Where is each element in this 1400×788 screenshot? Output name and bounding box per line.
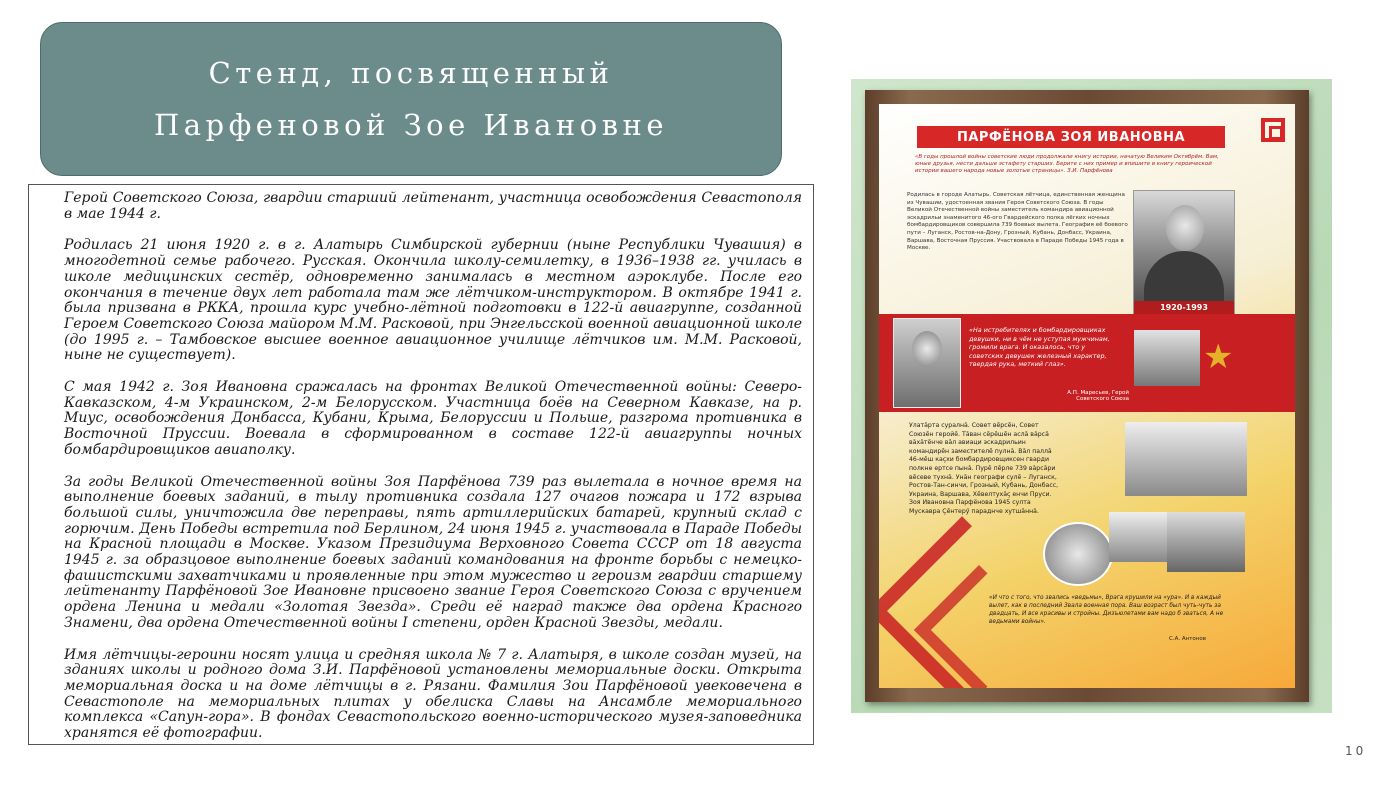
poster-bio: Родилась в городе Алатырь. Советская лётчица, единственная женщина из Чувашии, удостоенная звания Героя Советского Союза. В годы Великой Отечественной войны заместитель командира авиационной эскадрильи знаменитого 46-ого Гвардейского полка лёгких ночных бомбардировщиков совершила 739 боевых вылета. География её боевого пути – Луганск, Ростов-на-Дону, Грозный, Кубань, Донбасс, Украина, Варшава, Восточная Пруссия. Участвовала в Параде Победы 1945 года в Москве. (907, 192, 1128, 252)
band-quote-author: А.П. Маресьев, Герой Советского Союза (1067, 390, 1129, 402)
round-portrait-photo (1043, 522, 1113, 586)
ornament-icon (1261, 118, 1285, 142)
stand-frame (865, 90, 1309, 702)
poster-bottom-author: С.А. Антонов (1169, 636, 1206, 642)
aircraft-photo (1109, 512, 1169, 562)
slide-title-box (40, 22, 782, 176)
page-number: 10 (1345, 744, 1367, 758)
portrait-face (1166, 205, 1204, 251)
biography-paragraph-3: С мая 1942 г. Зоя Ивановна сражалась на фронтах Великой Отечественной войны: Северо-Кавказском, 4-м Украинском, 2-м Белорусском. Участница боёв на Северном Кавказе, на р. Миус, освобождения Донбасса, Кубани, Крыма, Белоруссии и Польше, разгрома противника в Восточной Пруссии. Воевала в сформированном в составе 122-й авиагруппы ночных бомбардировщиков авиаполку. (64, 379, 802, 458)
gold-star-icon: ★ (1203, 337, 1234, 377)
band-quote: «На истребителях и бомбардировщиках девушки, ни в чём не уступая мужчинам, громили врага. И оказалось, что у советских девушек железный характер, твердая рука, меткий глаз». (969, 326, 1110, 369)
biography-text-box (28, 184, 814, 745)
stand-poster (879, 104, 1295, 688)
poster-quote-author: З.И. Парфёнова (1067, 168, 1113, 174)
poster-quote-text: «В годы прошлой войны советские люди продолжали книгу истории, начатую Великим Октябрём. Вам, юные друзья, нести дальше эстафету старших. Берите с них пример и впишите в книгу героической истории вашего народа новые золотые страницы». (915, 154, 1219, 174)
biography-paragraph-1: Герой Советского Союза, гвардии старший лейтенант, участница освобождения Севастополя в мае 1944 г. (64, 190, 802, 222)
stand-photo (851, 79, 1332, 713)
pilots-photo (1167, 512, 1245, 572)
poster-title: ПАРФЁНОВА ЗОЯ ИВАНОВНА (917, 126, 1225, 148)
portrait-dates: 1920-1993 (1134, 301, 1234, 315)
hero-portrait (1133, 190, 1235, 316)
slide-title-line-2: Парфеновой Зое Ивановне (153, 108, 669, 142)
group-photo (1134, 330, 1200, 386)
biography-paragraph-5: Имя лётчицы-героини носят улица и средняя школа № 7 г. Алатыря, в школе создан музей, на зданиях школы и родного дома З.И. Парфёновой установлены мемориальные доски. Открыта мемориальная доска и на доме лётчицы в г. Рязани. Фамилия Зои Парфёновой увековечена в Севастополе на мемориальных плитах у обелиска Славы на Ансамбле мемориального комплекса «Сапун-гора». В фондах Севастопольского военно-исторического музея-заповедника хранятся её фотографии. (64, 646, 802, 742)
regiment-photo (1125, 422, 1247, 496)
slide-title-line-1: Стенд, посвященный (208, 56, 614, 90)
pilot-photo (893, 318, 961, 408)
poster-chuvash-text: Улатӑрта суралнӑ. Совет вӗрсӗн, Совет Союзӗн геройӗ. Тӑван сӗрӗшӗн аслӑ вӑрсӑ вӑхӑтӗнче вӑл авиаци эскадрильин командирӗн заместителӗ пулнӑ. Вӑл паллӑ 46-мӗш каҫхи бомбардировщиксен гварди полкне ертсе пынӑ. Пурӗ пӗрле 739 вӑрсӑри вӗсеве тухнӑ. Унӑн географи сулӗ – Луганск, Ростов-Тан-синчи, Грозный, Кубань, Донбасс, Украина, Варшава, Хӗвелтухӑç енчи Пруси. Зоя Ивановна Парфёнова 1945 султа Мускавра Çӗнтерӳ параднче хутшӑннӑ. (909, 422, 1059, 515)
biography-paragraph-2: Родилась 21 июня 1920 г. в г. Алатырь Симбирской губернии (ныне Республики Чувашия) в многодетной семье рабочего. Русская. Окончила школу-семилетку, в 1936–1938 гг. училась в школе медицинских сестёр, одновременно занималась в местном аэроклубе. После его окончания в течение двух лет работала там же лётчиком-инструктором. В октябре 1941 г. была призвана в РККА, прошла курс учебно-лётной подготовки в 122-й авиагруппе, созданной Героем Советского Союза майором М.М. Расковой, при Энгельсской военной авиационной школе (до 1995 г. – Тамбовское высшее военное авиационное училище лётчиков им. М.М. Расковой, ныне не существует). (64, 237, 802, 364)
biography-paragraph-4: За годы Великой Отечественной войны Зоя Парфёнова 739 раз вылетала в ночное время на выполнение боевых заданий, в тылу противника создала 127 очагов пожара и 172 взрыва большой силы, уничтожила две переправы, пять артиллерийских батарей, крупный склад с горючим. День Победы встретила под Берлином, 24 июня 1945 г. участвовала в Параде Победы на Красной площади в Москве. Указом Президиума Верховного Совета СССР от 18 августа 1945 г. за образцовое выполнение боевых заданий командования на фронте борьбы с немецко-фашистскими захватчиками и проявленные при этом мужество и героизм гвардии старшему лейтенанту Парфёновой Зое Ивановне присвоено звание Героя Советского Союза с вручением ордена Ленина и медали «Золотая Звезда». Среди её наград также два ордена Красного Знамени, два ордена Отечественной войны I степени, орден Красной Звезды, медали. (64, 473, 802, 631)
poster-bottom-quote: «И что с того, что звались «ведьмы», Врага крушили на «ура». И в каждый вылет, как в последний Звала военная пора. Ваш возраст был чуть-чуть за двадцать, И все красивы и стройны. Дизъюлетами вам надо б зваться, А не ведьмами войны». (989, 595, 1224, 625)
poster-quote (915, 154, 1235, 175)
